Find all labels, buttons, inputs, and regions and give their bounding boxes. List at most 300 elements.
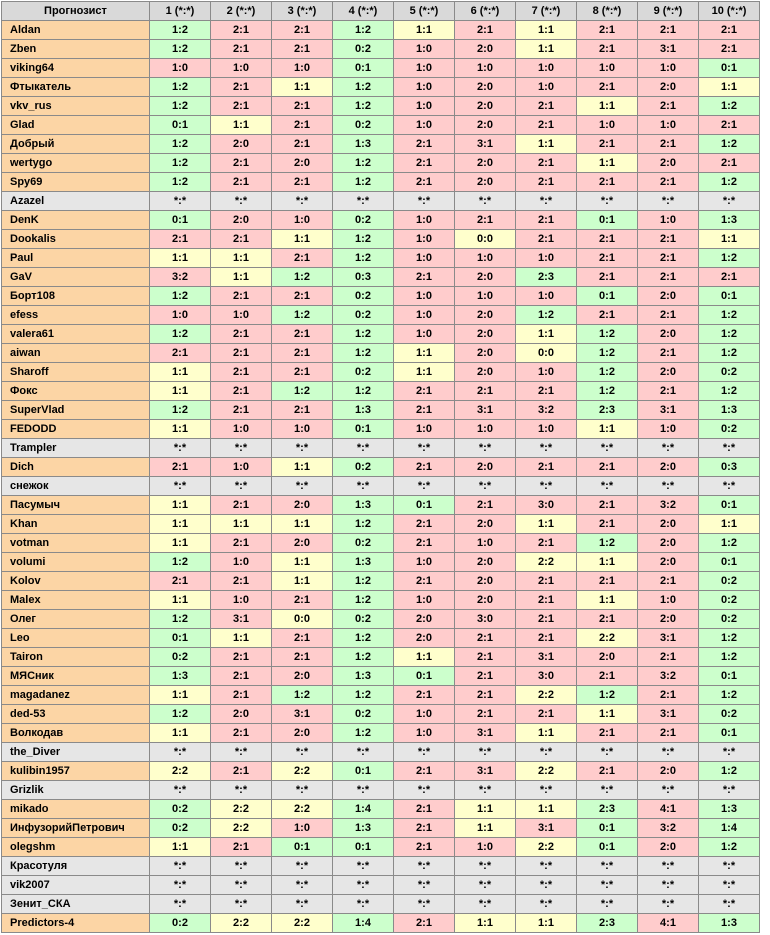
prediction-cell: 1:0 [394,705,455,724]
prediction-cell: 2:1 [211,344,272,363]
prediction-cell: 1:3 [699,401,760,420]
prediction-cell: 1:2 [150,401,211,420]
prediction-cell: *:* [150,857,211,876]
prediction-cell: 1:0 [455,59,516,78]
prediction-cell: *:* [150,781,211,800]
prediction-cell: 2:0 [455,173,516,192]
table-body [2,21,760,933]
prediction-cell: 0:1 [333,420,394,439]
prediction-cell: 1:0 [455,287,516,306]
forecaster-name: mikado [2,800,150,819]
prediction-cell: 2:1 [394,268,455,287]
prediction-cell: 2:0 [455,116,516,135]
prediction-cell: 2:1 [211,534,272,553]
prediction-cell: 2:1 [516,211,577,230]
forecaster-name: wertygo [2,154,150,173]
prediction-cell: 1:1 [211,268,272,287]
prediction-cell: *:* [211,857,272,876]
prediction-cell: 1:4 [699,819,760,838]
prediction-cell: 2:0 [394,629,455,648]
prediction-cell: 2:1 [272,116,333,135]
prediction-cell: 1:3 [699,800,760,819]
prediction-cell: 1:0 [211,59,272,78]
table-row [2,648,760,667]
prediction-cell: 0:1 [699,59,760,78]
prediction-cell: 2:2 [272,914,333,933]
prediction-cell: *:* [455,876,516,895]
forecaster-name: ded-53 [2,705,150,724]
prediction-cell: 1:1 [516,515,577,534]
prediction-cell: 2:1 [211,648,272,667]
prediction-cell: 1:1 [516,40,577,59]
prediction-cell: 2:0 [577,648,638,667]
prediction-cell: 1:0 [638,591,699,610]
table-row [2,420,760,439]
prediction-cell: 1:0 [394,40,455,59]
prediction-cell: *:* [333,781,394,800]
forecaster-name: Фокс [2,382,150,401]
prediction-cell: *:* [516,895,577,914]
prediction-cell: *:* [699,781,760,800]
forecaster-name: vkv_rus [2,97,150,116]
prediction-cell: 2:1 [211,325,272,344]
forecaster-name: МЯСник [2,667,150,686]
prediction-cell: 1:1 [455,819,516,838]
table-row [2,724,760,743]
prediction-cell: 2:1 [394,401,455,420]
prediction-cell: 1:1 [211,249,272,268]
prediction-cell: 1:1 [150,496,211,515]
prediction-cell: *:* [516,439,577,458]
prediction-cell: *:* [333,895,394,914]
prediction-cell: *:* [394,876,455,895]
prediction-cell: *:* [272,876,333,895]
prediction-cell: 1:1 [272,572,333,591]
prediction-cell: 0:0 [455,230,516,249]
prediction-cell: 1:2 [577,686,638,705]
prediction-cell: 1:2 [699,534,760,553]
prediction-cell: 1:2 [272,306,333,325]
forecaster-name: Trampler [2,439,150,458]
prediction-cell: 1:2 [150,40,211,59]
prediction-cell: 2:1 [516,591,577,610]
forecaster-name: aiwan [2,344,150,363]
prediction-cell: 2:1 [455,496,516,515]
prediction-cell: 1:2 [333,686,394,705]
prediction-cell: 3:1 [638,629,699,648]
forecaster-name: vik2007 [2,876,150,895]
prediction-cell: 2:1 [516,382,577,401]
prediction-cell: 2:1 [211,21,272,40]
prediction-cell: 2:1 [272,591,333,610]
prediction-cell: 2:1 [577,173,638,192]
prediction-cell: 2:1 [699,154,760,173]
prediction-cell: 3:2 [150,268,211,287]
prediction-cell: 1:1 [699,515,760,534]
prediction-cell: *:* [516,857,577,876]
prediction-cell: 1:2 [333,78,394,97]
forecaster-name: Олег [2,610,150,629]
prediction-cell: 0:1 [699,667,760,686]
prediction-cell: 0:1 [577,838,638,857]
table-row [2,686,760,705]
prediction-cell: *:* [150,876,211,895]
prediction-cell: 1:0 [455,838,516,857]
prediction-cell: 1:2 [333,629,394,648]
prediction-cell: *:* [699,857,760,876]
prediction-cell: 0:2 [333,211,394,230]
prediction-cell: *:* [211,781,272,800]
prediction-cell: 2:1 [150,344,211,363]
prediction-cell: 1:0 [516,249,577,268]
prediction-cell: *:* [272,857,333,876]
prediction-cell: 0:3 [333,268,394,287]
prediction-cell: 2:0 [638,838,699,857]
prediction-cell: 0:2 [333,116,394,135]
prediction-cell: 2:0 [638,154,699,173]
table-row [2,572,760,591]
prediction-cell: *:* [699,876,760,895]
prediction-cell: *:* [394,477,455,496]
prediction-cell: 2:1 [577,249,638,268]
forecaster-name: Волкодав [2,724,150,743]
table-row [2,781,760,800]
prediction-cell: 2:2 [211,819,272,838]
prediction-cell: 2:0 [638,287,699,306]
prediction-cell: 2:1 [272,135,333,154]
forecaster-name: Красотуля [2,857,150,876]
table-row [2,154,760,173]
prediction-cell: 3:1 [455,724,516,743]
forecaster-name: DenK [2,211,150,230]
prediction-cell: *:* [150,439,211,458]
prediction-cell: 2:1 [577,762,638,781]
prediction-cell: 1:1 [272,458,333,477]
prediction-cell: *:* [577,895,638,914]
prediction-cell: 2:1 [394,154,455,173]
forecaster-name: Фтыкатель [2,78,150,97]
prediction-cell: 2:1 [577,78,638,97]
prediction-cell: 1:2 [333,591,394,610]
prediction-cell: 2:1 [272,363,333,382]
prediction-cell: *:* [455,895,516,914]
prediction-cell: 1:2 [699,173,760,192]
prediction-cell: 2:0 [455,344,516,363]
prediction-cell: 1:1 [577,154,638,173]
prediction-cell: 1:0 [516,59,577,78]
table-row [2,800,760,819]
forecaster-name: Dookalis [2,230,150,249]
prediction-cell: *:* [699,895,760,914]
prediction-cell: 1:0 [394,116,455,135]
prediction-cell: 2:1 [638,724,699,743]
prediction-cell: 2:1 [516,629,577,648]
prediction-cell: 2:1 [394,686,455,705]
prediction-cell: 2:0 [455,97,516,116]
prediction-cell: 2:1 [150,458,211,477]
prediction-cell: 0:2 [333,705,394,724]
prediction-cell: 1:1 [394,344,455,363]
prediction-cell: 1:1 [150,724,211,743]
prediction-cell: 1:1 [150,249,211,268]
prediction-cell: 0:2 [150,800,211,819]
prediction-cell: 2:1 [577,667,638,686]
prediction-cell: 2:0 [638,534,699,553]
prediction-cell: 2:0 [272,534,333,553]
prediction-cell: 0:1 [577,287,638,306]
prediction-cell: 1:2 [699,344,760,363]
prediction-cell: 2:0 [455,363,516,382]
prediction-cell: 2:1 [394,135,455,154]
table-row [2,515,760,534]
table-row [2,762,760,781]
forecaster-name: Zben [2,40,150,59]
prediction-cell: 0:3 [699,458,760,477]
prediction-cell: *:* [272,477,333,496]
prediction-cell: 2:1 [272,629,333,648]
forecaster-name: the_Diver [2,743,150,762]
forecaster-name: Paul [2,249,150,268]
table-row [2,173,760,192]
prediction-cell: 1:1 [516,21,577,40]
prediction-cell: 2:1 [394,572,455,591]
forecaster-name: ИнфузорийПетрович [2,819,150,838]
prediction-cell: 1:2 [333,724,394,743]
prediction-cell: 2:1 [272,401,333,420]
prediction-cell: 3:1 [638,705,699,724]
prediction-cell: 1:1 [150,686,211,705]
prediction-cell: 2:0 [455,306,516,325]
prediction-cell: 2:2 [516,762,577,781]
prediction-cell: 1:2 [150,287,211,306]
prediction-cell: *:* [394,192,455,211]
prediction-cell: 2:1 [516,97,577,116]
prediction-cell: 1:1 [455,914,516,933]
prediction-cell: 1:1 [516,135,577,154]
prediction-cell: 2:1 [211,382,272,401]
prediction-cell: 1:0 [455,534,516,553]
prediction-cell: 1:2 [150,610,211,629]
table-row [2,325,760,344]
prediction-cell: 1:1 [211,515,272,534]
prediction-cell: 2:0 [638,325,699,344]
prediction-cell: 1:1 [211,116,272,135]
prediction-cell: 2:1 [394,534,455,553]
prediction-cell: 2:0 [272,667,333,686]
prediction-cell: 1:0 [394,553,455,572]
prediction-cell: *:* [577,857,638,876]
prediction-cell: 2:0 [638,363,699,382]
prediction-cell: *:* [211,477,272,496]
prediction-cell: 2:3 [577,914,638,933]
forecaster-name: viking64 [2,59,150,78]
prediction-cell: 1:0 [211,458,272,477]
table-row [2,439,760,458]
table-row [2,306,760,325]
prediction-cell: 1:2 [333,344,394,363]
prediction-cell: 1:2 [333,249,394,268]
prediction-cell: *:* [333,477,394,496]
prediction-cell: 0:2 [699,363,760,382]
prediction-cell: 3:2 [638,819,699,838]
prediction-cell: *:* [516,743,577,762]
prediction-cell: 1:2 [699,686,760,705]
prediction-cell: 2:1 [455,648,516,667]
prediction-cell: 1:2 [333,97,394,116]
prediction-cell: 1:2 [150,21,211,40]
header-match-4: 4 (*:*) [333,2,394,21]
prediction-cell: 1:0 [394,78,455,97]
prediction-cell: 2:0 [638,515,699,534]
prediction-cell: 1:2 [577,344,638,363]
prediction-cell: 2:1 [638,382,699,401]
prediction-cell: 2:1 [577,496,638,515]
prediction-cell: 2:1 [638,648,699,667]
prediction-cell: 2:2 [211,914,272,933]
prediction-cell: 0:1 [150,629,211,648]
forecaster-name: Aldan [2,21,150,40]
prediction-cell: 1:0 [638,116,699,135]
prediction-cell: 0:2 [333,287,394,306]
prediction-cell: 1:2 [333,382,394,401]
prediction-cell: 2:1 [699,116,760,135]
prediction-cell: *:* [211,439,272,458]
prediction-cell: 2:1 [577,610,638,629]
forecaster-name: Predictors-4 [2,914,150,933]
prediction-cell: 2:0 [455,78,516,97]
prediction-cell: 0:1 [333,838,394,857]
table-row [2,705,760,724]
prediction-cell: 2:1 [577,724,638,743]
prediction-cell: 1:1 [577,553,638,572]
forecaster-name: Зенит_СКА [2,895,150,914]
prediction-cell: 1:1 [150,534,211,553]
prediction-cell: 2:1 [455,667,516,686]
prediction-cell: 3:0 [516,496,577,515]
prediction-cell: 2:1 [638,306,699,325]
prediction-cell: 2:1 [516,173,577,192]
table-row [2,211,760,230]
prediction-cell: 0:1 [333,59,394,78]
prediction-cell: 2:0 [455,268,516,287]
prediction-cell: *:* [577,876,638,895]
prediction-cell: 1:3 [333,496,394,515]
table-row [2,249,760,268]
forecaster-name: efess [2,306,150,325]
prediction-cell: 2:0 [455,40,516,59]
prediction-cell: 2:1 [394,762,455,781]
header-match-2: 2 (*:*) [211,2,272,21]
prediction-cell: 1:2 [699,382,760,401]
prediction-cell: 1:1 [272,515,333,534]
prediction-cell: *:* [638,781,699,800]
prediction-cell: *:* [272,192,333,211]
prediction-cell: 1:2 [150,135,211,154]
prediction-cell: 1:2 [699,97,760,116]
table-row [2,743,760,762]
prediction-cell: 2:2 [516,838,577,857]
prediction-cell: 2:1 [455,705,516,724]
prediction-cell: 2:1 [272,287,333,306]
prediction-cell: 1:2 [699,306,760,325]
forecaster-name: Azazel [2,192,150,211]
prediction-cell: 0:2 [699,420,760,439]
prediction-cell: 3:1 [638,40,699,59]
prediction-cell: 2:1 [638,97,699,116]
prediction-cell: 2:0 [455,553,516,572]
prediction-cell: *:* [272,895,333,914]
prediction-cell: 3:1 [211,610,272,629]
prediction-cell: 2:0 [272,496,333,515]
prediction-cell: 1:0 [394,230,455,249]
prediction-cell: 1:0 [394,287,455,306]
prediction-cell: 4:1 [638,800,699,819]
prediction-cell: 0:2 [333,306,394,325]
prediction-cell: 3:1 [638,401,699,420]
prediction-cell: 1:2 [699,762,760,781]
prediction-cell: 2:1 [516,116,577,135]
prediction-cell: *:* [333,857,394,876]
prediction-cell: *:* [699,477,760,496]
prediction-cell: 2:2 [272,800,333,819]
prediction-cell: 1:2 [272,382,333,401]
prediction-cell: 1:1 [272,78,333,97]
prediction-cell: 2:0 [211,705,272,724]
prediction-cell: *:* [577,743,638,762]
prediction-cell: 1:0 [638,420,699,439]
prediction-cell: 3:2 [638,496,699,515]
table-row [2,268,760,287]
prediction-cell: 2:1 [211,724,272,743]
prediction-cell: 1:1 [516,724,577,743]
table-row [2,534,760,553]
prediction-cell: 1:0 [272,211,333,230]
table-row [2,97,760,116]
prediction-cell: 1:1 [516,800,577,819]
prediction-cell: *:* [638,743,699,762]
prediction-cell: 2:1 [455,686,516,705]
prediction-cell: 2:1 [516,572,577,591]
prediction-cell: 1:1 [577,591,638,610]
prediction-cell: *:* [455,439,516,458]
prediction-cell: 1:3 [333,819,394,838]
prediction-cell: 0:1 [394,667,455,686]
prediction-cell: 2:1 [394,173,455,192]
table-row [2,192,760,211]
forecaster-name: Malex [2,591,150,610]
prediction-cell: 2:1 [577,40,638,59]
prediction-cell: *:* [394,895,455,914]
prediction-cell: 1:0 [272,420,333,439]
prediction-cell: 1:3 [699,211,760,230]
prediction-cell: *:* [455,743,516,762]
prediction-cell: 2:1 [394,382,455,401]
prediction-cell: *:* [150,192,211,211]
prediction-cell: 1:1 [699,78,760,97]
prediction-cell: *:* [394,857,455,876]
prediction-cell: 1:2 [699,135,760,154]
forecaster-name: Spy69 [2,173,150,192]
header-row [2,2,760,21]
prediction-cell: 1:1 [150,363,211,382]
header-match-8: 8 (*:*) [577,2,638,21]
prediction-cell: 2:2 [150,762,211,781]
table-row [2,135,760,154]
prediction-cell: 2:1 [516,610,577,629]
prediction-cell: 1:2 [699,648,760,667]
prediction-cell: 2:0 [638,553,699,572]
prediction-cell: *:* [394,781,455,800]
